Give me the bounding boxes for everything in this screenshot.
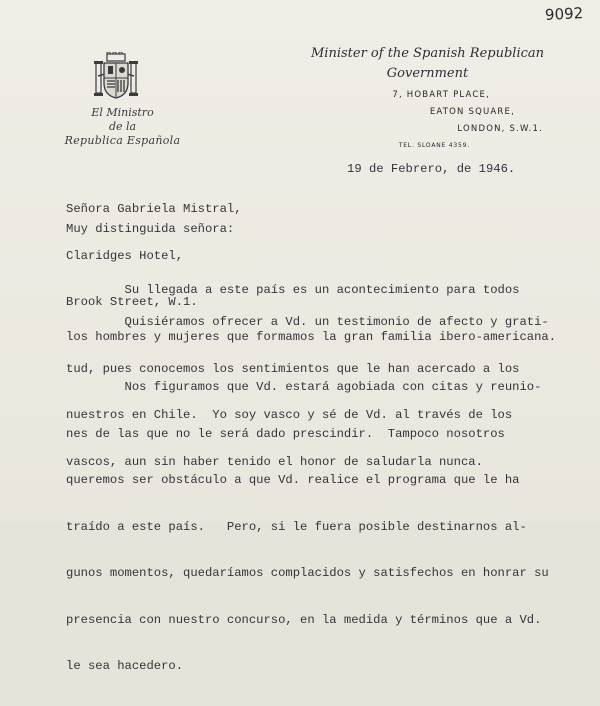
paragraph-line: presencia con nuestro concurso, en la medida y términos que a Vd. [66,612,542,627]
telephone: TEL. SLOANE 4359. [398,142,470,149]
spanish-republic-coat-of-arms-icon [93,52,139,100]
archive-number: 9092 [544,4,584,24]
address-line: 7, HOBART PLACE, [392,90,490,100]
address-line: EATON SQUARE, [429,107,515,117]
letter-date: 19 de Febrero, de 1946. [347,162,516,176]
paragraph-line: vascos, aun sin haber tenido el honor de saludarla nunca. [66,454,483,469]
paragraph-line: traído a este país. Pero, si le fuera posible destinarnos al- [66,519,527,534]
addressee-line: Señora Gabriela Mistral, [66,202,242,216]
paragraph-line: tud, pues conocemos los sentimientos que le han acercado a los [66,361,520,376]
letterhead-left-line: Republica Española [64,134,181,147]
paragraph-line: Quisiéramos ofrecer a Vd. un testimonio de afecto y grati- [66,315,549,329]
letterhead-left [55,106,190,148]
paragraph-line: los hombres y mujeres que formamos la gran familia ibero-americana. [66,329,557,344]
paragraph-line: gunos momentos, quedaríamos complacidos y satisfechos en honrar su [66,566,549,580]
paragraph-line: queremos ser obstáculo a que Vd. realice el programa que le ha [66,473,520,487]
paragraph-line: nes de las que no le será dado prescindir. Tampoco nosotros [66,426,505,441]
paragraph-line: Nos figuramos que Vd. estará agobiada con citas y reunio- [66,380,542,394]
letterhead-left-line: de la [108,120,137,133]
paragraph [66,349,549,706]
paragraph-line: le sea hacedero. [66,659,184,673]
address-line: LONDON, S.W.1. [457,124,543,134]
letterhead-right-line: Minister of the Spanish Republican [310,46,545,61]
paragraph-line: Su llegada a este país es un acontecimiento para todos [66,283,520,297]
addressee-line: Claridges Hotel, [66,248,184,263]
letterhead-right-line: Government [386,66,469,81]
paragraph-line: nuestros en Chile. Yo soy vasco y sé de Vd. al través de los [66,408,513,422]
addressee-line: Brook Street, W.1. [66,295,198,309]
letterhead-left-line: El Ministro [91,106,154,119]
letterhead-right [300,44,555,84]
salutation: Muy distinguida señora: [66,222,235,236]
